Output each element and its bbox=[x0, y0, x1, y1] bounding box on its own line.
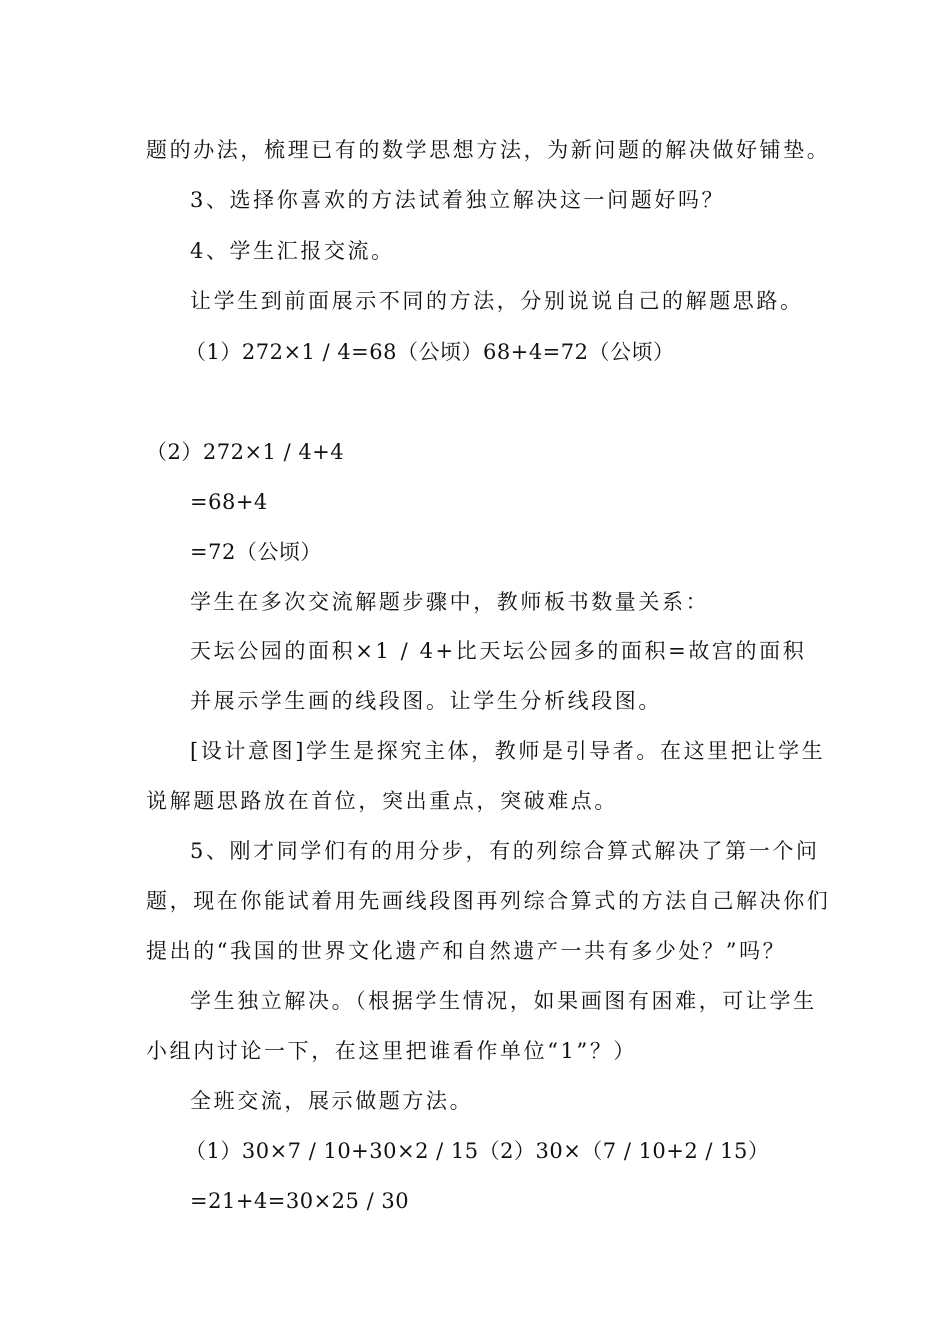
formula-line: （1）272×1 / 4=68（公顷）68+4=72（公顷） bbox=[185, 340, 675, 364]
step-4-line: 4、学生汇报交流。 bbox=[190, 239, 395, 263]
formula-line: =68+4 bbox=[190, 490, 268, 514]
paragraph-line: 提出的“我国的世界文化遗产和自然遗产一共有多少处？”吗？ bbox=[146, 939, 787, 963]
paragraph-line: 全班交流，展示做题方法。 bbox=[190, 1089, 474, 1113]
quantity-relation-line: 天坛公园的面积×1 / 4+比天坛公园多的面积=故宫的面积 bbox=[190, 639, 807, 663]
formula-line: =21+4=30×25 / 30 bbox=[190, 1189, 410, 1213]
paragraph-line: 学生在多次交流解题步骤中，教师板书数量关系： bbox=[190, 590, 710, 614]
paragraph-line: 题的办法，梳理已有的数学思想方法，为新问题的解决做好铺垫。 bbox=[146, 138, 831, 162]
paragraph-line: 小组内讨论一下，在这里把谁看作单位“1”？） bbox=[146, 1039, 638, 1063]
formula-line: =72（公顷） bbox=[190, 540, 322, 564]
step-5-line: 5、刚才同学们有的用分步，有的列综合算式解决了第一个问 bbox=[190, 839, 820, 863]
formula-line: （2）272×1 / 4+4 bbox=[146, 440, 345, 464]
formula-line: （1）30×7 / 10+30×2 / 15（2）30×（7 / 10+2 / 15） bbox=[185, 1139, 770, 1163]
paragraph-line: 让学生到前面展示不同的方法，分别说说自己的解题思路。 bbox=[190, 289, 804, 313]
paragraph-line: 学生独立解决。（根据学生情况，如果画图有困难，可让学生 bbox=[190, 989, 817, 1013]
design-intent-line: [设计意图]学生是探究主体，教师是引导者。在这里把让学生 bbox=[190, 739, 826, 763]
paragraph-line: 说解题思路放在首位，突出重点，突破难点。 bbox=[146, 789, 618, 813]
step-3-line: 3、选择你喜欢的方法试着独立解决这一问题好吗？ bbox=[190, 188, 726, 212]
paragraph-line: 并展示学生画的线段图。让学生分析线段图。 bbox=[190, 689, 662, 713]
paragraph-line: 题，现在你能试着用先画线段图再列综合算式的方法自己解决你们 bbox=[146, 889, 831, 913]
